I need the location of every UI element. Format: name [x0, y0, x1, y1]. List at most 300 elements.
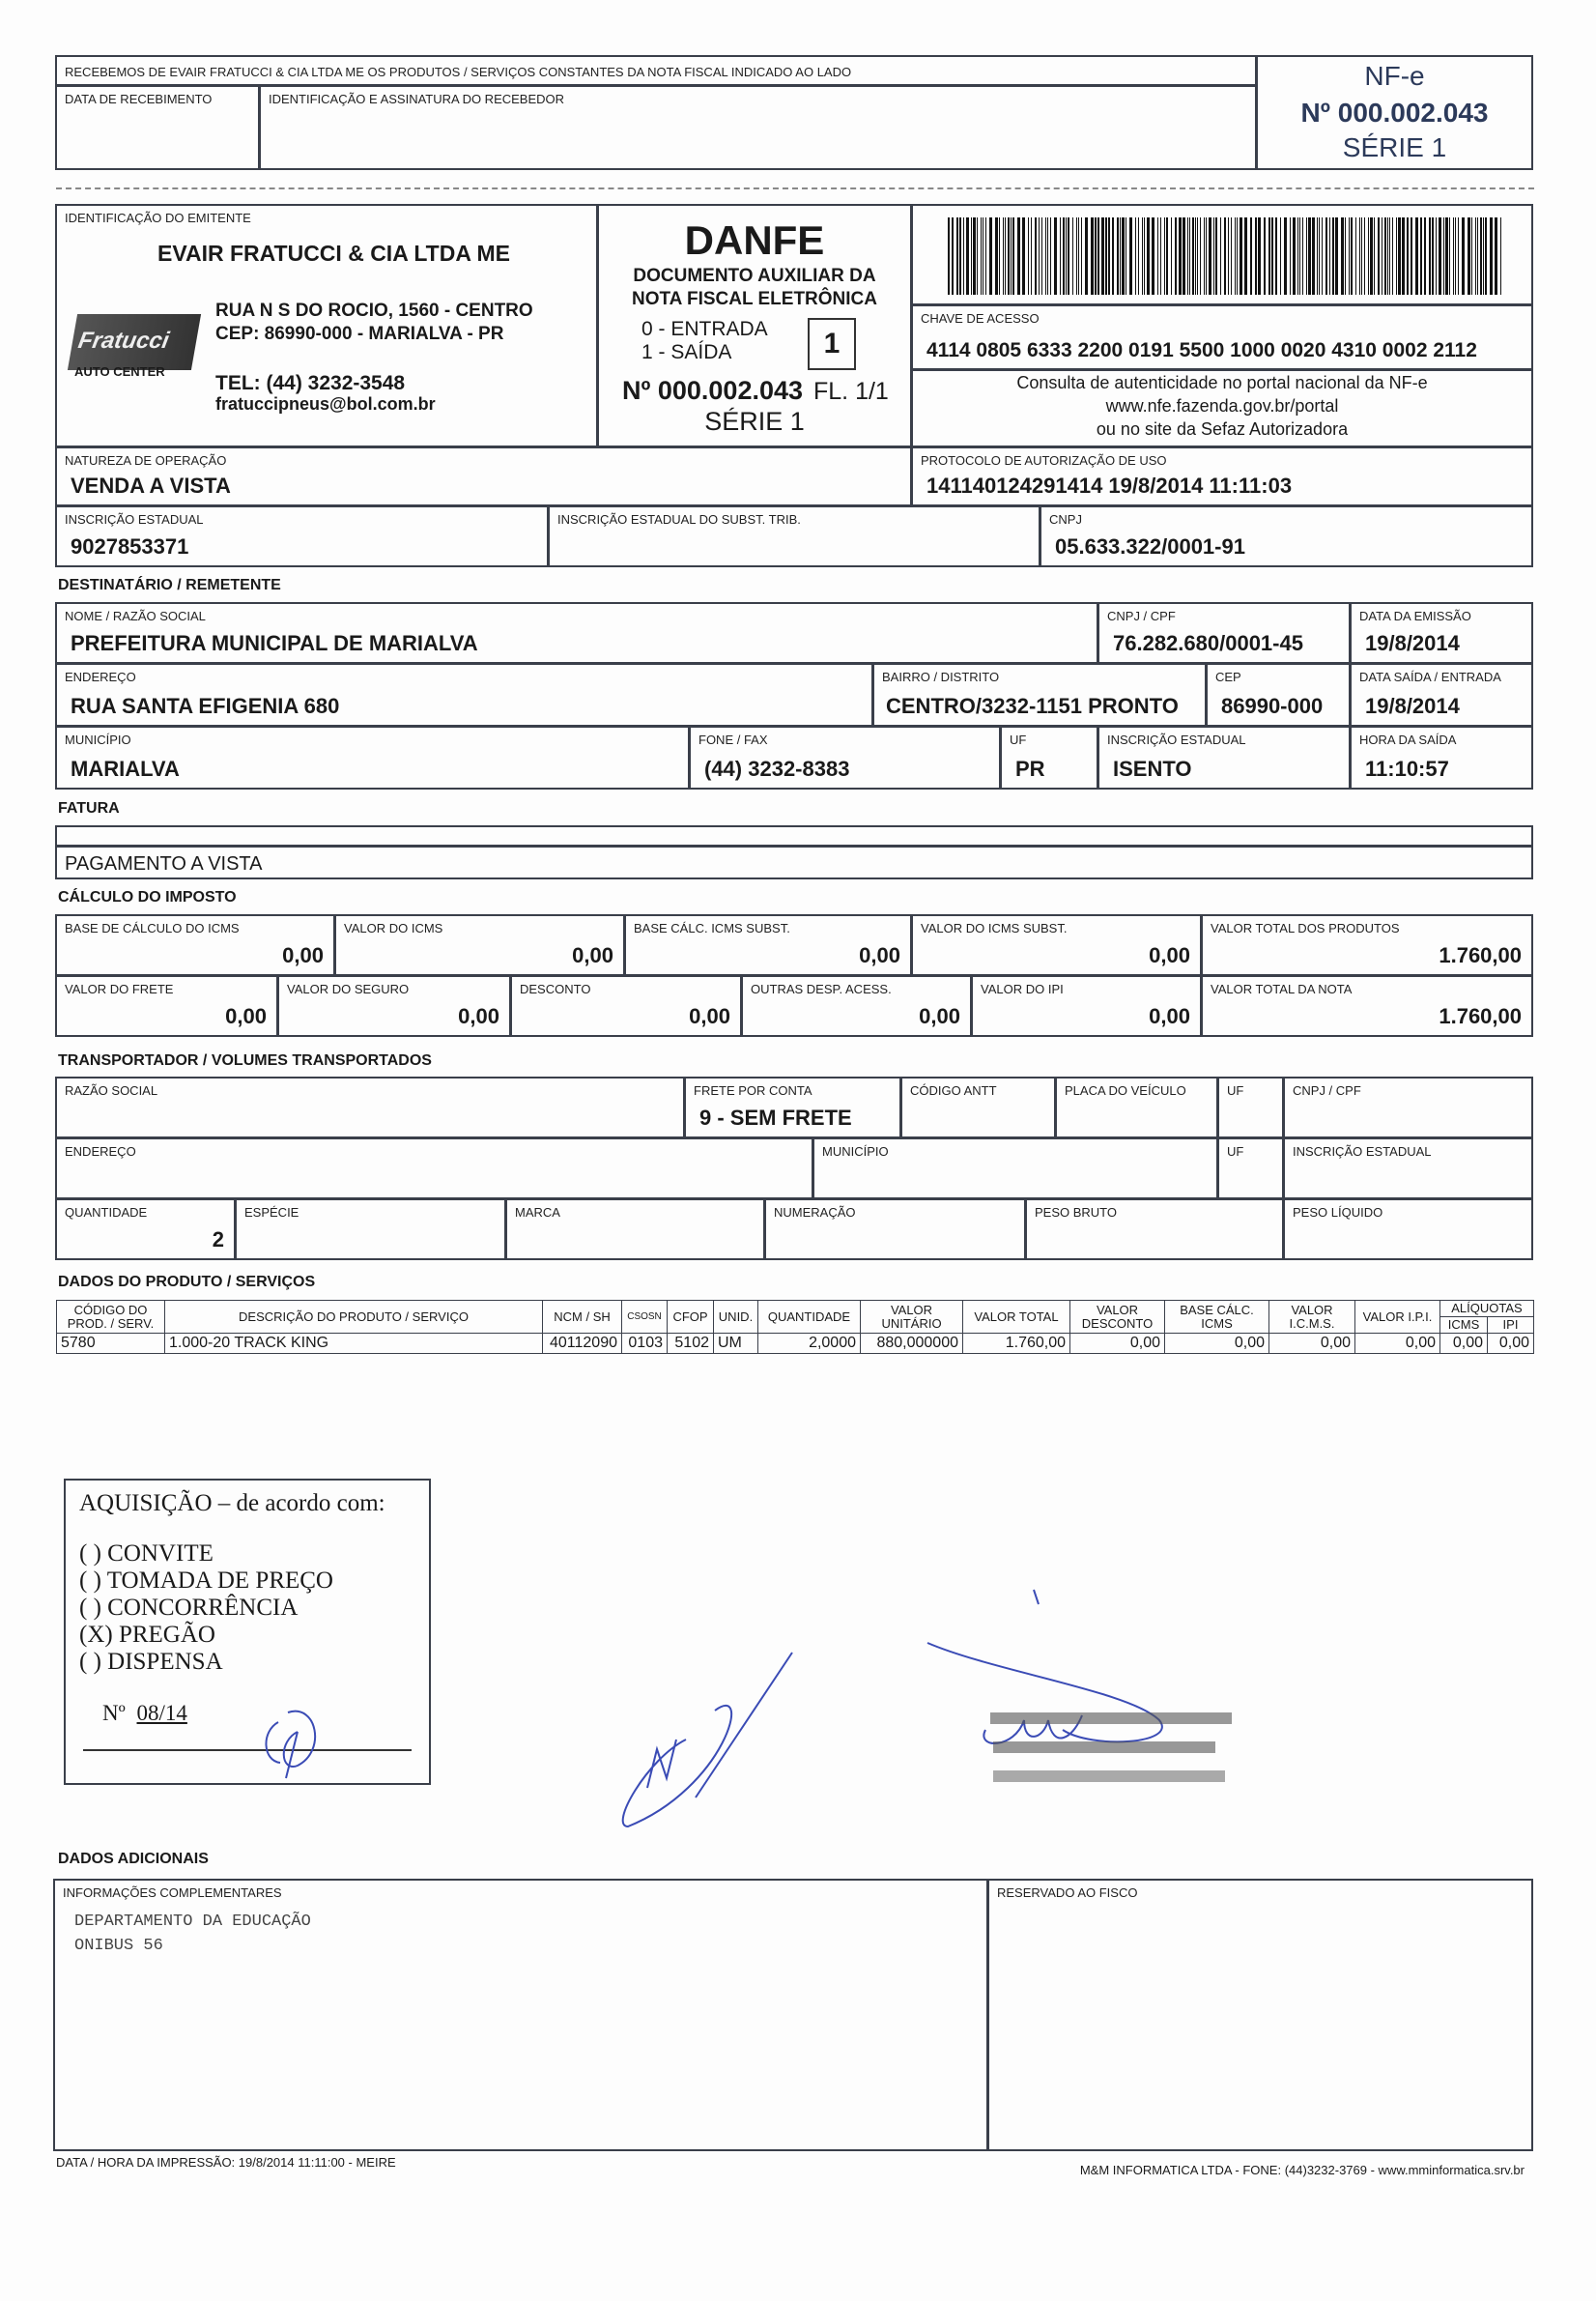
barcode-bar — [1008, 217, 1010, 295]
dest-cnpj-value: 76.282.680/0001-45 — [1113, 631, 1303, 655]
barcode-bar — [1175, 217, 1177, 295]
transp-municipio-cell — [812, 1137, 1218, 1199]
barcode-bar — [1384, 217, 1386, 295]
transp-ie-label: INSCRIÇÃO ESTADUAL — [1293, 1144, 1432, 1159]
fatura-section-title: FATURA — [58, 800, 120, 817]
calc-cell — [55, 914, 335, 976]
barcode-bar — [1183, 217, 1185, 295]
col-header: NCM / SH — [543, 1301, 622, 1334]
barcode-bar — [1349, 217, 1350, 295]
calc-cell — [277, 975, 511, 1037]
calc-cell — [971, 975, 1202, 1037]
receipt-nfe-cell — [1256, 55, 1533, 170]
transp-antt-cell — [900, 1077, 1056, 1138]
barcode-bar — [1220, 217, 1221, 295]
col-header: VALOR UNITÁRIO — [861, 1301, 963, 1334]
barcode-bar — [1332, 217, 1334, 295]
barcode-bar — [1402, 217, 1405, 295]
cell-valor-icms: 0,00 — [1269, 1334, 1355, 1354]
transp-cnpj-label: CNPJ / CPF — [1293, 1083, 1361, 1098]
transp-uf-cell — [1217, 1077, 1284, 1138]
transp-uf-label: UF — [1227, 1083, 1244, 1098]
danfe-saida: 1 - SAÍDA — [641, 341, 732, 363]
barcode-bar — [1345, 217, 1346, 295]
dest-hora-cell — [1350, 726, 1533, 790]
barcode-bar — [1195, 217, 1196, 295]
dest-fone-cell — [689, 726, 1001, 790]
barcode-bar — [977, 217, 978, 295]
barcode-bar — [1284, 217, 1287, 295]
barcode-bar — [952, 217, 954, 295]
barcode-bar — [1387, 217, 1388, 295]
barcode-bar — [1483, 217, 1484, 295]
barcode-bar — [995, 217, 998, 295]
barcode-bar — [1341, 217, 1344, 295]
barcode-bar — [1003, 217, 1004, 295]
barcode-bar — [956, 217, 958, 295]
barcode-bar — [1471, 217, 1472, 295]
cell-csosn: 0103 — [622, 1334, 668, 1354]
barcode-bar — [1078, 217, 1079, 295]
barcode-bar — [1050, 217, 1051, 295]
receipt-number: Nº 000.002.043 — [1300, 98, 1489, 128]
transp-endereco-label: ENDEREÇO — [65, 1144, 136, 1159]
barcode-bar — [1240, 217, 1242, 295]
transp-quantidade-value: 2 — [212, 1227, 224, 1251]
calc-label: BASE DE CÁLCULO DO ICMS — [65, 921, 240, 935]
dest-ie-cell — [1097, 726, 1351, 790]
barcode-bar — [1117, 217, 1119, 295]
dest-municipio-value: MARIALVA — [71, 757, 180, 781]
transp-frete-value: 9 - SEM FRETE — [699, 1106, 852, 1130]
barcode-bar — [1420, 217, 1422, 295]
barcode-bar — [999, 217, 1000, 295]
calc-cell — [1201, 914, 1533, 976]
barcode-bar — [1187, 217, 1188, 295]
barcode-bar — [966, 217, 969, 295]
barcode-bar — [1081, 217, 1082, 295]
table-row — [57, 1334, 1534, 1354]
dest-endereco-value: RUA SANTA EFIGENIA 680 — [71, 694, 340, 718]
protocolo-cell — [911, 446, 1533, 506]
barcode-bar — [1066, 217, 1067, 295]
transp-endereco-cell — [55, 1137, 813, 1199]
cnpj-value: 05.633.322/0001-91 — [1055, 534, 1245, 559]
barcode-bar — [1449, 217, 1450, 295]
barcode-bar — [1068, 217, 1069, 295]
barcode-bar — [1031, 217, 1032, 295]
emitente-cell — [55, 204, 598, 447]
protocolo-value: 141140124291414 19/8/2014 11:11:03 — [926, 474, 1293, 498]
barcode-bar — [1317, 217, 1318, 295]
calc-value: 0,00 — [1149, 943, 1190, 967]
transp-placa-label: PLACA DO VEÍCULO — [1065, 1083, 1186, 1098]
barcode-bar — [1250, 217, 1252, 295]
barcode-bar — [1407, 217, 1409, 295]
calculo-section-title: CÁLCULO DO IMPOSTO — [58, 889, 237, 906]
barcode-bar — [1179, 217, 1182, 295]
protocolo-label: PROTOCOLO DE AUTORIZAÇÃO DE USO — [921, 453, 1167, 468]
col-header: UNID. — [714, 1301, 758, 1334]
barcode-bar — [1017, 217, 1020, 295]
logo-text: Fratucci — [75, 328, 172, 354]
barcode-bar — [1095, 217, 1097, 295]
barcode-bar — [1477, 217, 1478, 295]
barcode-bar — [1206, 217, 1207, 295]
barcode-bar — [1022, 217, 1025, 295]
transp-municipio-label: MUNICÍPIO — [822, 1144, 889, 1159]
barcode-bar — [1097, 217, 1099, 295]
barcode-bar — [1197, 217, 1198, 295]
dest-emissao-label: DATA DA EMISSÃO — [1359, 609, 1471, 623]
barcode-bar — [1271, 217, 1273, 295]
dest-uf-cell — [1000, 726, 1098, 790]
barcode-bar — [1228, 217, 1229, 295]
ie-st-label: INSCRIÇÃO ESTADUAL DO SUBST. TRIB. — [557, 512, 801, 527]
cell-valor-total: 1.760,00 — [963, 1334, 1070, 1354]
dest-saida-value: 19/8/2014 — [1365, 694, 1460, 718]
cell-codigo: 5780 — [57, 1334, 165, 1354]
cell-aliq-ipi: 0,00 — [1488, 1334, 1534, 1354]
barcode-bar — [1213, 217, 1214, 295]
calc-label: OUTRAS DESP. ACESS. — [751, 982, 892, 996]
barcode-bar — [1192, 217, 1194, 295]
calc-value: 0,00 — [1149, 1004, 1190, 1028]
info-label: INFORMAÇÕES COMPLEMENTARES — [63, 1885, 282, 1900]
dest-fone-value: (44) 3232-8383 — [704, 757, 850, 781]
aquisicao-numero-row — [102, 1701, 187, 1726]
barcode-bar — [1138, 217, 1139, 295]
chave-label: CHAVE DE ACESSO — [921, 311, 1040, 326]
dest-cep-label: CEP — [1215, 670, 1241, 684]
chave-cell — [911, 304, 1533, 370]
cell-aliq-icms: 0,00 — [1440, 1334, 1488, 1354]
barcode-bar — [1231, 217, 1232, 295]
print-timestamp: DATA / HORA DA IMPRESSÃO: 19/8/2014 11:11:00 - MEIRE — [56, 2155, 396, 2170]
barcode-bar — [1235, 217, 1236, 295]
cell-valor-unitario: 880,000000 — [861, 1334, 963, 1354]
barcode-bar — [1490, 217, 1493, 295]
emitente-phone: TEL: (44) 3232-3548 — [215, 372, 406, 394]
barcode-bar — [1005, 217, 1006, 295]
barcode-bar — [1142, 217, 1143, 295]
barcode-bar — [1012, 217, 1014, 295]
barcode-bar — [1120, 217, 1121, 295]
dest-saida-cell — [1350, 663, 1533, 727]
barcode-bar — [1297, 217, 1298, 295]
dest-municipio-label: MUNICÍPIO — [65, 733, 131, 747]
barcode-bar — [1308, 217, 1311, 295]
calc-value: 0,00 — [225, 1004, 267, 1028]
transp-uf2-label: UF — [1227, 1144, 1244, 1159]
calc-label: VALOR DO SEGURO — [287, 982, 410, 996]
barcode-bar — [1378, 217, 1380, 295]
products-table — [56, 1300, 1534, 1354]
calc-label: DESCONTO — [520, 982, 591, 996]
signature-line — [83, 1749, 412, 1751]
transp-ie-cell — [1283, 1137, 1533, 1199]
transp-placa-cell — [1055, 1077, 1218, 1138]
calc-label: VALOR DO ICMS — [344, 921, 443, 935]
aquisicao-title: AQUISIÇÃO – de acordo com: — [79, 1490, 385, 1516]
barcode-bar — [1147, 217, 1150, 295]
receipt-date-label: DATA DE RECEBIMENTO — [65, 92, 213, 106]
barcode-bar — [1200, 217, 1201, 295]
dest-bairro-value: CENTRO/3232-1151 PRONTO — [886, 694, 1179, 718]
logo-subtitle: AUTO CENTER — [74, 364, 165, 379]
barcode-bar — [959, 217, 961, 295]
barcode-bar — [1028, 217, 1029, 295]
cnpj-cell — [1040, 505, 1533, 567]
emitente-address: RUA N S DO ROCIO, 1560 - CENTRO — [215, 301, 533, 321]
barcode-cell — [911, 204, 1533, 305]
aquisicao-numero: 08/14 — [136, 1701, 187, 1725]
natureza-value: VENDA A VISTA — [71, 474, 231, 498]
barcode-bar — [1101, 217, 1104, 295]
transp-marca-label: MARCA — [515, 1205, 560, 1220]
dest-bairro-cell — [872, 663, 1207, 727]
barcode-bar — [1204, 217, 1205, 295]
transp-numeracao-cell — [764, 1198, 1026, 1260]
dest-ie-value: ISENTO — [1113, 757, 1192, 781]
produtos-section-title: DADOS DO PRODUTO / SERVIÇOS — [58, 1274, 316, 1290]
barcode-bar — [1439, 217, 1441, 295]
barcode-bar — [963, 217, 964, 295]
barcode-bar — [1144, 217, 1145, 295]
cell-unid: UM — [714, 1334, 758, 1354]
dest-cnpj-label: CNPJ / CPF — [1107, 609, 1176, 623]
barcode-bar — [1085, 217, 1088, 295]
transp-liquido-cell — [1283, 1198, 1533, 1260]
danfe-subtitle-1: DOCUMENTO AUXILIAR DA — [633, 266, 876, 286]
calc-value: 0,00 — [689, 1004, 730, 1028]
cut-line — [56, 187, 1534, 189]
barcode-bar — [1370, 217, 1373, 295]
dest-emissao-cell — [1350, 602, 1533, 664]
aquisicao-option: ( ) CONCORRÊNCIA — [79, 1595, 299, 1621]
cnpj-label: CNPJ — [1049, 512, 1082, 527]
consulta-url[interactable]: www.nfe.fazenda.gov.br/portal — [1105, 396, 1339, 416]
aquisicao-option: ( ) DISPENSA — [79, 1649, 223, 1675]
cell-ncm: 40112090 — [543, 1334, 622, 1354]
transp-quantidade-label: QUANTIDADE — [65, 1205, 148, 1220]
barcode-bar — [1432, 217, 1434, 295]
danfe-serie: SÉRIE 1 — [704, 407, 805, 436]
transportador-section-title: TRANSPORTADOR / VOLUMES TRANSPORTADOS — [58, 1052, 432, 1069]
cell-valor-ipi: 0,00 — [1355, 1334, 1440, 1354]
dest-endereco-label: ENDEREÇO — [65, 670, 136, 684]
aquisicao-options — [79, 1540, 333, 1676]
danfe-tipo-box: 1 — [808, 318, 856, 370]
dest-hora-label: HORA DA SAÍDA — [1359, 733, 1457, 747]
calc-label: VALOR TOTAL DOS PRODUTOS — [1211, 921, 1400, 935]
ie-st-cell — [548, 505, 1040, 567]
barcode-bar — [971, 217, 972, 295]
barcode-bar — [1329, 217, 1330, 295]
receipt-serie: SÉRIE 1 — [1342, 132, 1447, 162]
calc-label: VALOR DO IPI — [981, 982, 1064, 996]
col-header: IPI — [1488, 1317, 1534, 1334]
aquisicao-option: (X) PREGÃO — [79, 1622, 215, 1648]
receipt-nfe: NF-e — [1364, 61, 1425, 91]
barcode-bar — [1299, 217, 1300, 295]
calc-cell — [334, 914, 625, 976]
barcode-bar — [1411, 217, 1412, 295]
reservado-fisco-cell — [987, 1879, 1533, 2151]
aquisicao-numero-label: Nº — [102, 1701, 126, 1725]
fatura-top-strip — [55, 825, 1533, 847]
adicionais-section-title: DADOS ADICIONAIS — [58, 1851, 209, 1867]
barcode-bar — [1035, 217, 1037, 295]
barcode-bar — [1268, 217, 1270, 295]
dest-endereco-cell — [55, 663, 873, 727]
barcode-bar — [1458, 217, 1459, 295]
barcode-bar — [1166, 217, 1168, 295]
calc-cell — [741, 975, 972, 1037]
cell-descricao: 1.000-20 TRACK KING — [165, 1334, 543, 1354]
consulta-line-1: Consulta de autenticidade no portal nacional da NF-e — [1016, 373, 1428, 392]
cell-valor-desconto: 0,00 — [1070, 1334, 1165, 1354]
receipt-statement: RECEBEMOS DE EVAIR FRATUCCI & CIA LTDA ME OS PRODUTOS / SERVIÇOS CONSTANTES DA NOTA FISCAL INDICADO AO LADO — [65, 65, 852, 79]
calc-value: 0,00 — [282, 943, 324, 967]
info-complementares-cell — [53, 1879, 988, 2151]
receipt-statement-cell — [55, 55, 1257, 86]
barcode-bar — [1302, 217, 1303, 295]
calc-label: VALOR TOTAL DA NOTA — [1211, 982, 1353, 996]
receipt-date-cell — [55, 85, 260, 170]
dest-uf-value: PR — [1015, 757, 1045, 781]
col-header: ICMS — [1440, 1317, 1488, 1334]
barcode-bar — [1306, 217, 1307, 295]
barcode-bar — [1011, 217, 1012, 295]
barcode-bar — [1047, 217, 1048, 295]
barcode-bar — [1039, 217, 1040, 295]
barcode-bar — [1244, 217, 1247, 295]
barcode-bar — [973, 217, 976, 295]
barcode-bar — [981, 217, 982, 295]
transp-especie-label: ESPÉCIE — [244, 1205, 299, 1220]
barcode-bar — [1237, 217, 1238, 295]
calc-label: VALOR DO ICMS SUBST. — [921, 921, 1068, 935]
official-stamp-icon — [985, 1711, 1256, 1807]
col-header: CFOP — [668, 1301, 714, 1334]
danfe-cell — [597, 204, 912, 447]
barcode-bar — [1060, 217, 1061, 295]
transp-razao-label: RAZÃO SOCIAL — [65, 1083, 158, 1098]
calc-value: 0,00 — [572, 943, 613, 967]
barcode-bar — [1364, 217, 1365, 295]
aquisicao-option: ( ) CONVITE — [79, 1540, 214, 1567]
barcode-bar — [1485, 217, 1487, 295]
barcode-bar — [1091, 217, 1094, 295]
barcode-bar — [1424, 217, 1426, 295]
consulta-line-3: ou no site da Sefaz Autorizadora — [1096, 419, 1349, 439]
barcode-bar — [1045, 217, 1046, 295]
barcode-bar — [1209, 217, 1211, 295]
calc-label: BASE CÁLC. ICMS SUBST. — [634, 921, 790, 935]
company-logo — [68, 314, 201, 370]
barcode-bar — [1462, 217, 1465, 295]
dest-hora-value: 11:10:57 — [1365, 757, 1449, 781]
transp-liquido-label: PESO LÍQUIDO — [1293, 1205, 1383, 1220]
calc-value: 1.760,00 — [1439, 1004, 1522, 1028]
products-header-row — [57, 1301, 1534, 1317]
software-credit: M&M INFORMATICA LTDA - FONE: (44)3232-3769 - www.mminformatica.srv.br — [1079, 2163, 1525, 2177]
barcode-bar — [1312, 217, 1315, 295]
col-header: QUANTIDADE — [758, 1301, 861, 1334]
ie-value: 9027853371 — [71, 534, 189, 559]
barcode-bar — [1453, 217, 1454, 295]
dest-bairro-label: BAIRRO / DISTRITO — [882, 670, 1000, 684]
calc-value: 0,00 — [919, 1004, 960, 1028]
barcode-bar — [1157, 217, 1158, 295]
barcode-bar — [1122, 217, 1125, 295]
barcode-bar — [1215, 217, 1217, 295]
dest-ie-label: INSCRIÇÃO ESTADUAL — [1107, 733, 1246, 747]
barcode-bar — [1475, 217, 1476, 295]
receipt-sign-label: IDENTIFICAÇÃO E ASSINATURA DO RECEBEDOR — [269, 92, 565, 106]
barcode-bar — [1135, 217, 1136, 295]
barcode-bar — [1495, 217, 1497, 295]
barcode-bar — [1445, 217, 1448, 295]
signature-1-icon — [609, 1643, 802, 1836]
transp-bruto-cell — [1025, 1198, 1284, 1260]
col-header: VALOR I.C.M.S. — [1269, 1301, 1355, 1334]
col-header: VALOR DESCONTO — [1070, 1301, 1165, 1334]
barcode-bar — [1500, 217, 1501, 295]
transp-especie-cell — [235, 1198, 506, 1260]
dest-emissao-value: 19/8/2014 — [1365, 631, 1460, 655]
natureza-cell — [55, 446, 912, 506]
barcode-bar — [1374, 217, 1375, 295]
barcode-bar — [1392, 217, 1393, 295]
destinatario-section-title: DESTINATÁRIO / REMETENTE — [58, 577, 281, 593]
ie-cell — [55, 505, 549, 567]
aquisicao-option: ( ) TOMADA DE PREÇO — [79, 1568, 333, 1594]
barcode-bar — [1152, 217, 1154, 295]
barcode-bar — [1280, 217, 1281, 295]
dest-uf-label: UF — [1010, 733, 1027, 747]
barcode-bar — [1396, 217, 1397, 295]
calc-cell — [624, 914, 912, 976]
emitente-email: fratuccipneus@bol.com.br — [215, 394, 436, 414]
transp-quantidade-cell — [55, 1198, 236, 1260]
danfe-number: Nº 000.002.043 — [622, 376, 804, 405]
barcode-bar — [1429, 217, 1431, 295]
info-line: ONIBUS 56 — [74, 1937, 163, 1955]
emitente-name: EVAIR FRATUCCI & CIA LTDA ME — [157, 241, 510, 266]
barcode-bar — [1359, 217, 1360, 295]
barcode-bar — [1108, 217, 1110, 295]
calc-cell — [55, 975, 278, 1037]
dest-fone-label: FONE / FAX — [698, 733, 768, 747]
ie-label: INSCRIÇÃO ESTADUAL — [65, 512, 204, 527]
barcode-bar — [1415, 217, 1418, 295]
barcode-bar — [1443, 217, 1444, 295]
barcode-bar — [1258, 217, 1261, 295]
barcode-bar — [1164, 217, 1165, 295]
col-header: VALOR TOTAL — [963, 1301, 1070, 1334]
transp-uf2-cell — [1217, 1137, 1284, 1199]
barcode-bar — [1076, 217, 1077, 295]
transp-razao-cell — [55, 1077, 685, 1138]
barcode-bar — [1335, 217, 1338, 295]
barcode-bar — [989, 217, 992, 295]
chave-value: 4114 0805 6333 2200 0191 5500 1000 0020 4310 0002 2112 — [926, 339, 1477, 361]
barcode-bar — [1293, 217, 1296, 295]
receipt-sign-cell — [259, 85, 1257, 170]
barcode-bar — [1398, 217, 1401, 295]
